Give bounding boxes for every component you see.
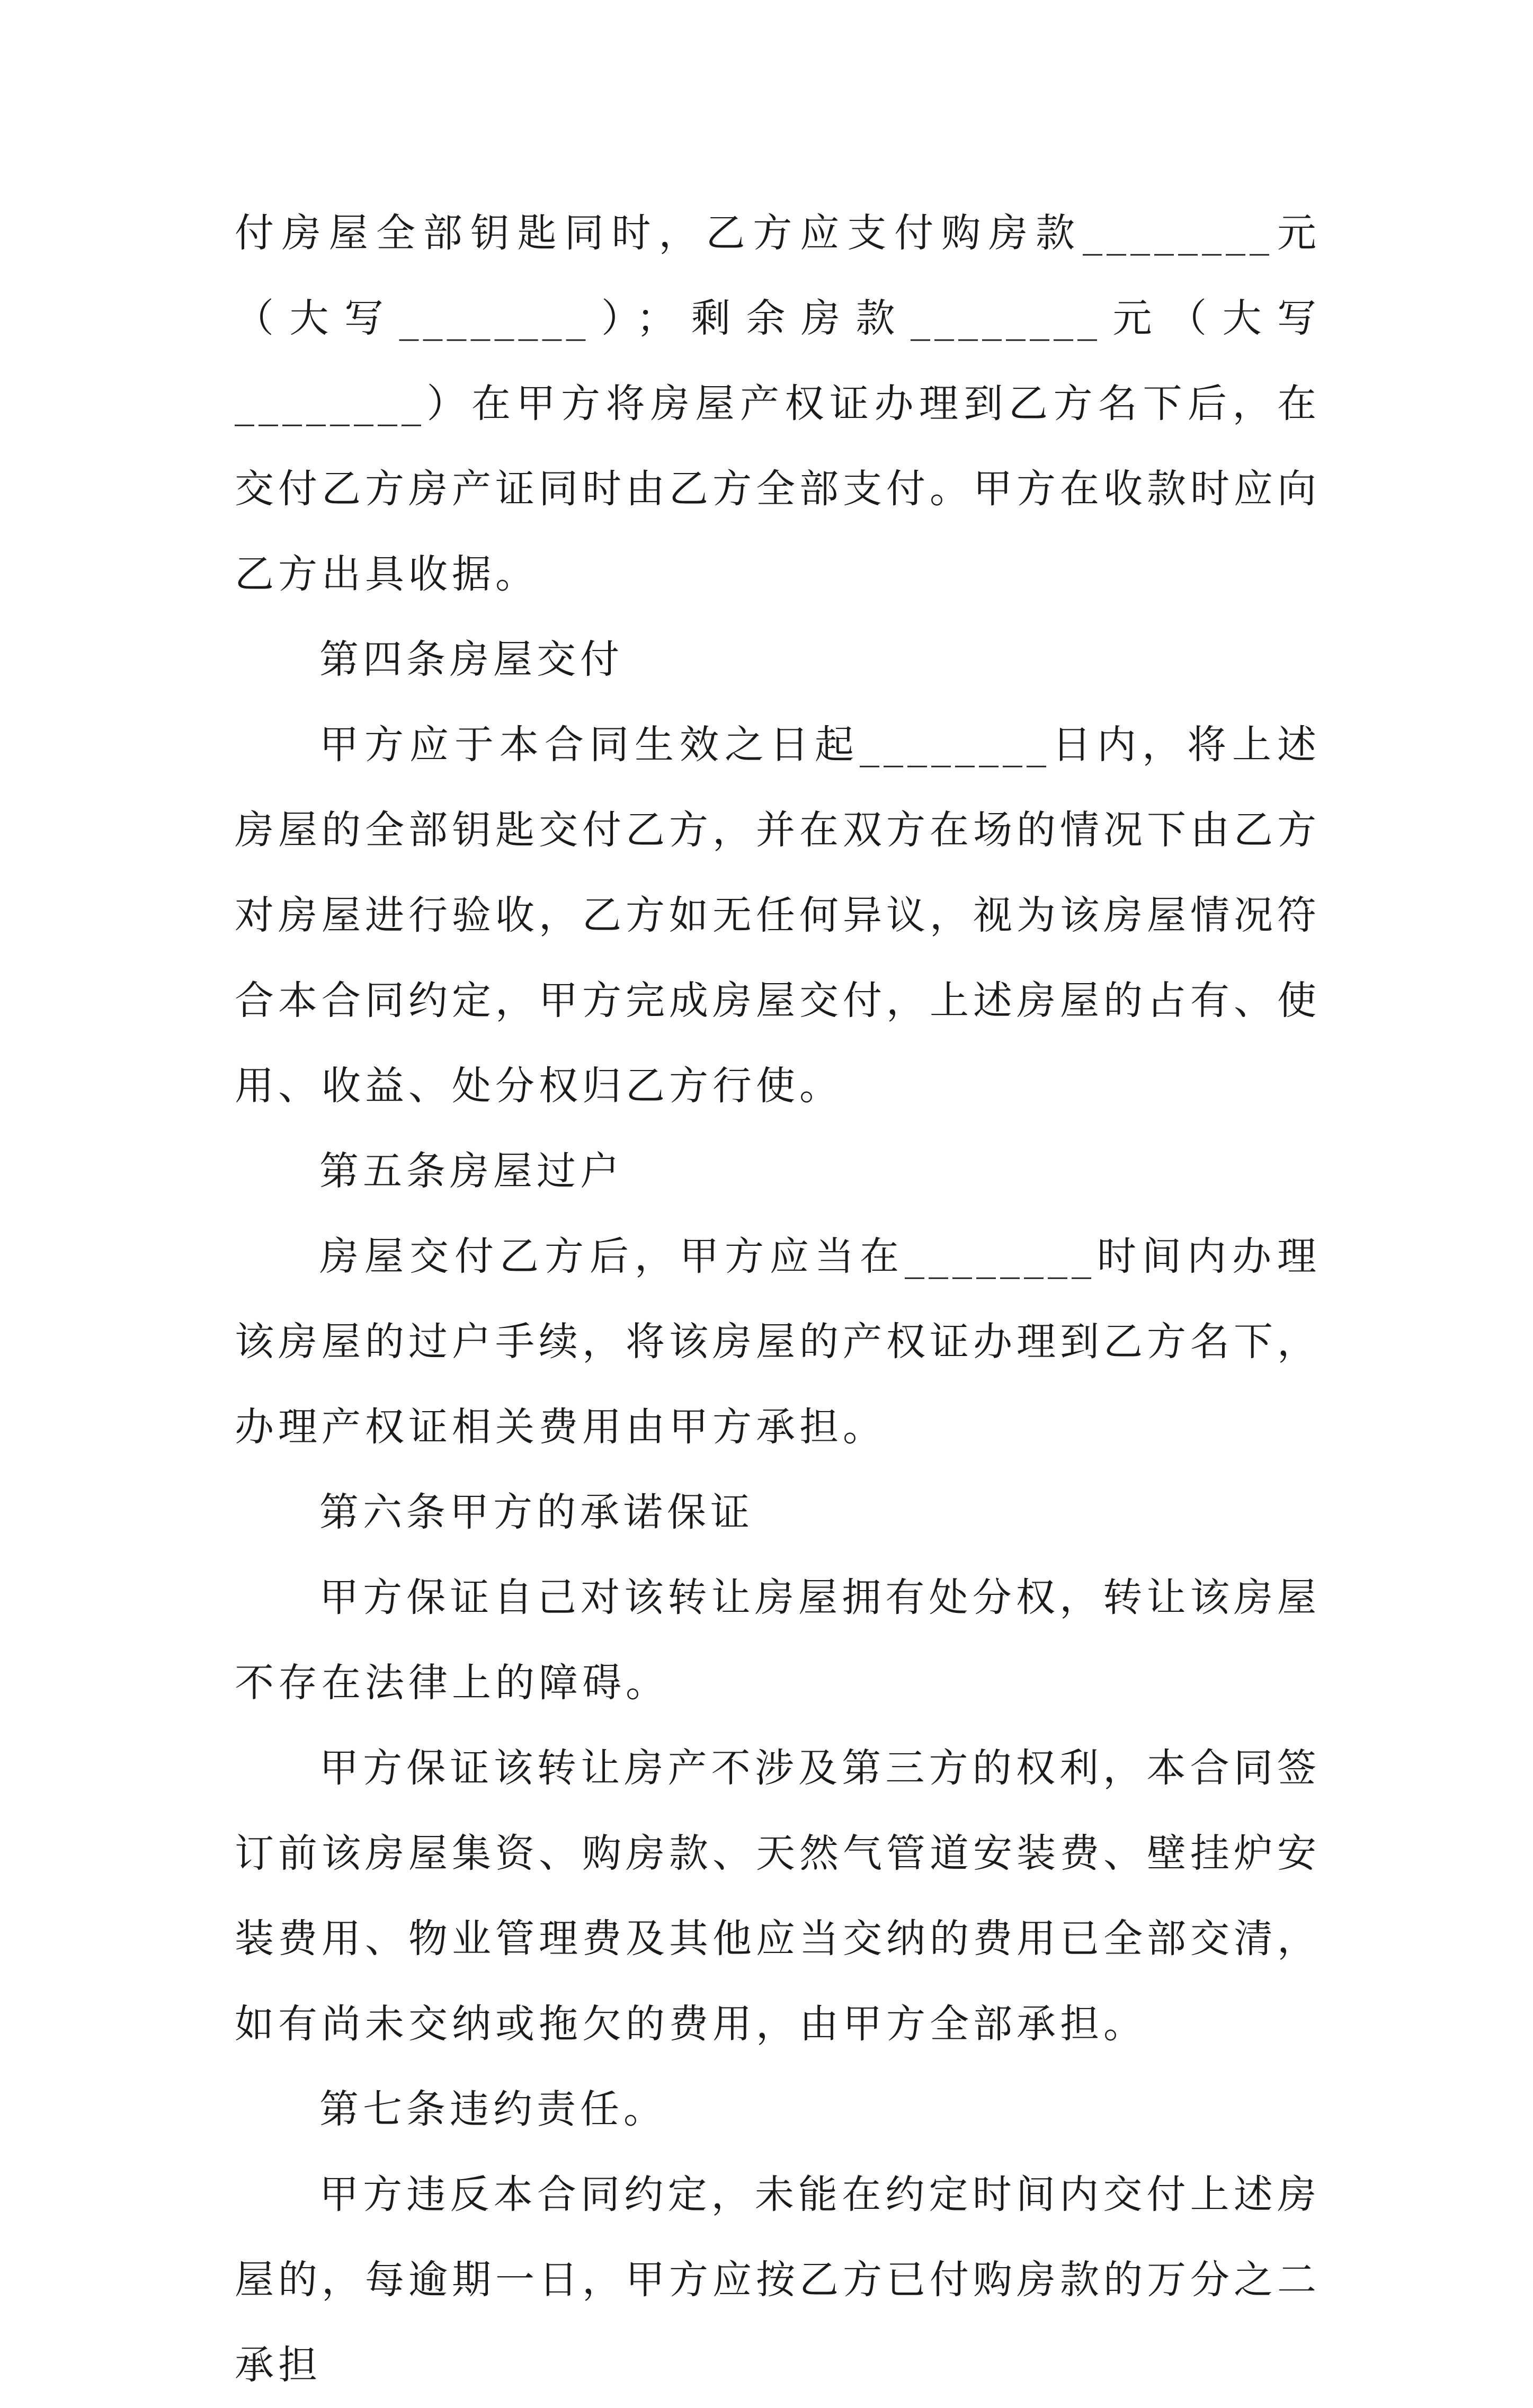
heading-article-5: 第五条房屋过户 xyxy=(319,1148,623,1194)
paragraph-guarantee-2: 甲方保证该转让房产不涉及第三方的权利，本合同签订前该房屋集资、购房款、天然气管道安装费、壁挂炉安装费用、物业管理费及其他应当交纳的费用已全部交清，如有尚未交纳或拖欠的费用，由甲方全部承担。 xyxy=(235,1745,1321,2047)
paragraph-guarantee-1: 甲方保证自己对该转让房屋拥有处分权，转让该房屋不存在法律上的障碍。 xyxy=(235,1575,1321,1706)
paragraph-transfer: 房屋交付乙方后，甲方应当在________时间内办理该房屋的过户手续，将该房屋的产权证办理到乙方名下，办理产权证相关费用由甲方承担。 xyxy=(235,1234,1321,1450)
paragraph-payment-continued: 付房屋全部钥匙同时，乙方应支付购房款________元（大写________）；剩余房款________元（大写________）在甲方将房屋产权证办理到乙方名下后，在交付乙方房产证同时由乙方全部支付。甲方在收款时应向乙方出具收据。 xyxy=(235,210,1321,597)
heading-article-7: 第七条违约责任。 xyxy=(319,2086,667,2132)
heading-article-4: 第四条房屋交付 xyxy=(319,637,623,682)
paragraph-breach: 甲方违反本合同约定，未能在约定时间内交付上述房屋的，每逾期一日，甲方应按乙方已付购房款的万分之二承担 xyxy=(235,2172,1321,2388)
paragraph-delivery: 甲方应于本合同生效之日起________日内，将上述房屋的全部钥匙交付乙方，并在双方在场的情况下由乙方对房屋进行验收，乙方如无任何异议，视为该房屋情况符合本合同约定，甲方完成房屋交付，上述房屋的占有、使用、收益、处分权归乙方行使。 xyxy=(235,722,1321,1109)
heading-article-6: 第六条甲方的承诺保证 xyxy=(319,1490,754,1535)
contract-body xyxy=(235,191,1321,2408)
